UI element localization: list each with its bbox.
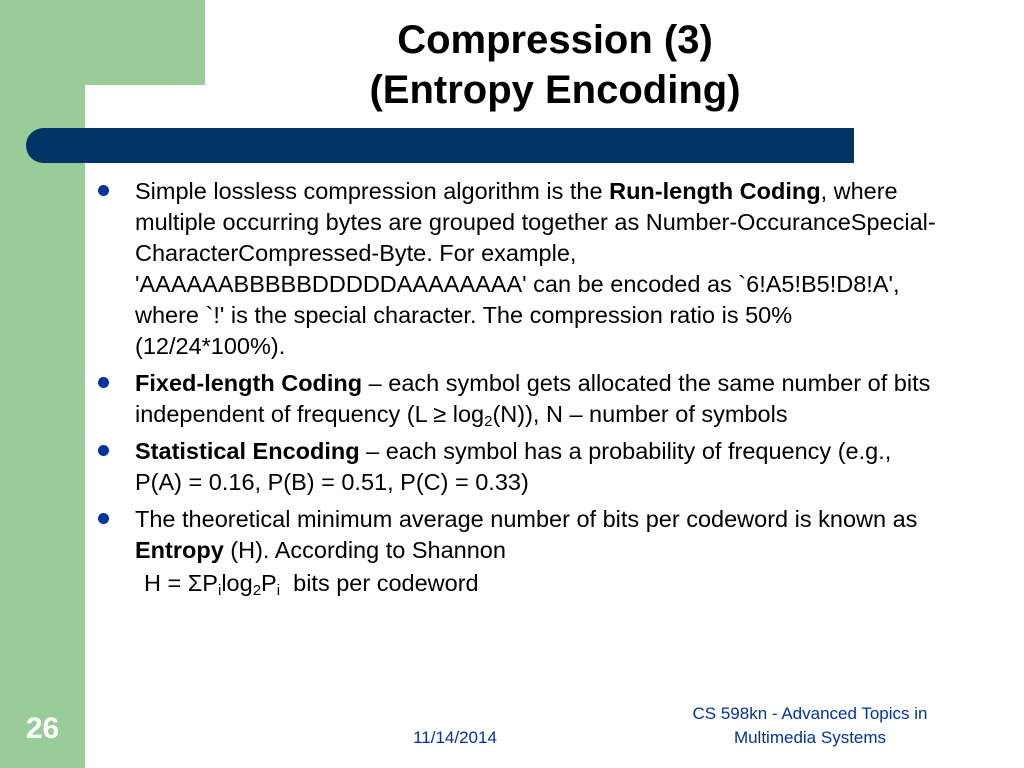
subscript: 2 [252, 582, 262, 599]
bullet-entropy [98, 504, 938, 566]
footer-date: 11/14/2014 [413, 728, 497, 747]
subscript: 2 [484, 413, 493, 430]
bullet-text: , where multiple occurring bytes are grouped together as Number-OccuranceSpecial-CharacterCompressed-Byte. For example, 'AAAAAABBBBBDDDDDAAAAAAAA' can be encoded as `6!A5!B5!D8!A', where `!' is the special character. The compression ratio is 50% (12/24*100%). [135, 178, 936, 359]
page-number: 26 [25, 712, 60, 745]
green-sidebar [0, 0, 85, 768]
bullet-term: Entropy [135, 537, 224, 563]
slide-title [290, 15, 820, 115]
entropy-formula [98, 568, 938, 599]
bullet-text: (H). According to Shannon [223, 537, 506, 563]
footer-course [655, 702, 965, 750]
formula-part: H = ΣP [144, 570, 218, 596]
bullet-dot-icon [98, 513, 109, 524]
bullet-text: – each symbol has a probability of frequency (e.g., P(A) = 0.16, P(B) = 0.51, P(C) = 0.33) [135, 438, 892, 495]
green-top-block [0, 0, 205, 85]
title-line-1: Compression (3) [397, 18, 713, 62]
bullet-text: (N)), N – number of symbols [492, 401, 788, 427]
formula-part: log [221, 570, 253, 596]
subscript: i [276, 582, 281, 599]
slide-content [98, 176, 938, 599]
bullet-dot-icon [98, 445, 109, 456]
bullet-statistical [98, 436, 938, 498]
bullet-term: Fixed-length Coding [135, 370, 363, 396]
title-underline-bar [26, 128, 854, 163]
bullet-term: Run-length Coding [609, 178, 821, 204]
bullet-text: Simple lossless compression algorithm is the [135, 178, 610, 204]
bullet-dot-icon [98, 185, 109, 196]
bullet-text: The theoretical minimum average number of bits per codeword is known as [135, 506, 918, 532]
bullet-run-length [98, 176, 938, 362]
formula-part: P [261, 570, 277, 596]
formula-part: bits per codeword [280, 570, 479, 596]
bullet-dot-icon [98, 377, 109, 388]
subscript: i [217, 582, 222, 599]
bullet-fixed-length [98, 368, 938, 430]
title-line-2: (Entropy Encoding) [369, 68, 741, 112]
footer-course-line-1: CS 598kn - Advanced Topics in [692, 704, 928, 723]
bullet-term: Statistical Encoding [135, 438, 360, 464]
footer-course-line-2: Multimedia Systems [733, 728, 887, 747]
bullet-text: – each symbol gets allocated the same number of bits independent of frequency (L ≥ log [135, 370, 931, 427]
